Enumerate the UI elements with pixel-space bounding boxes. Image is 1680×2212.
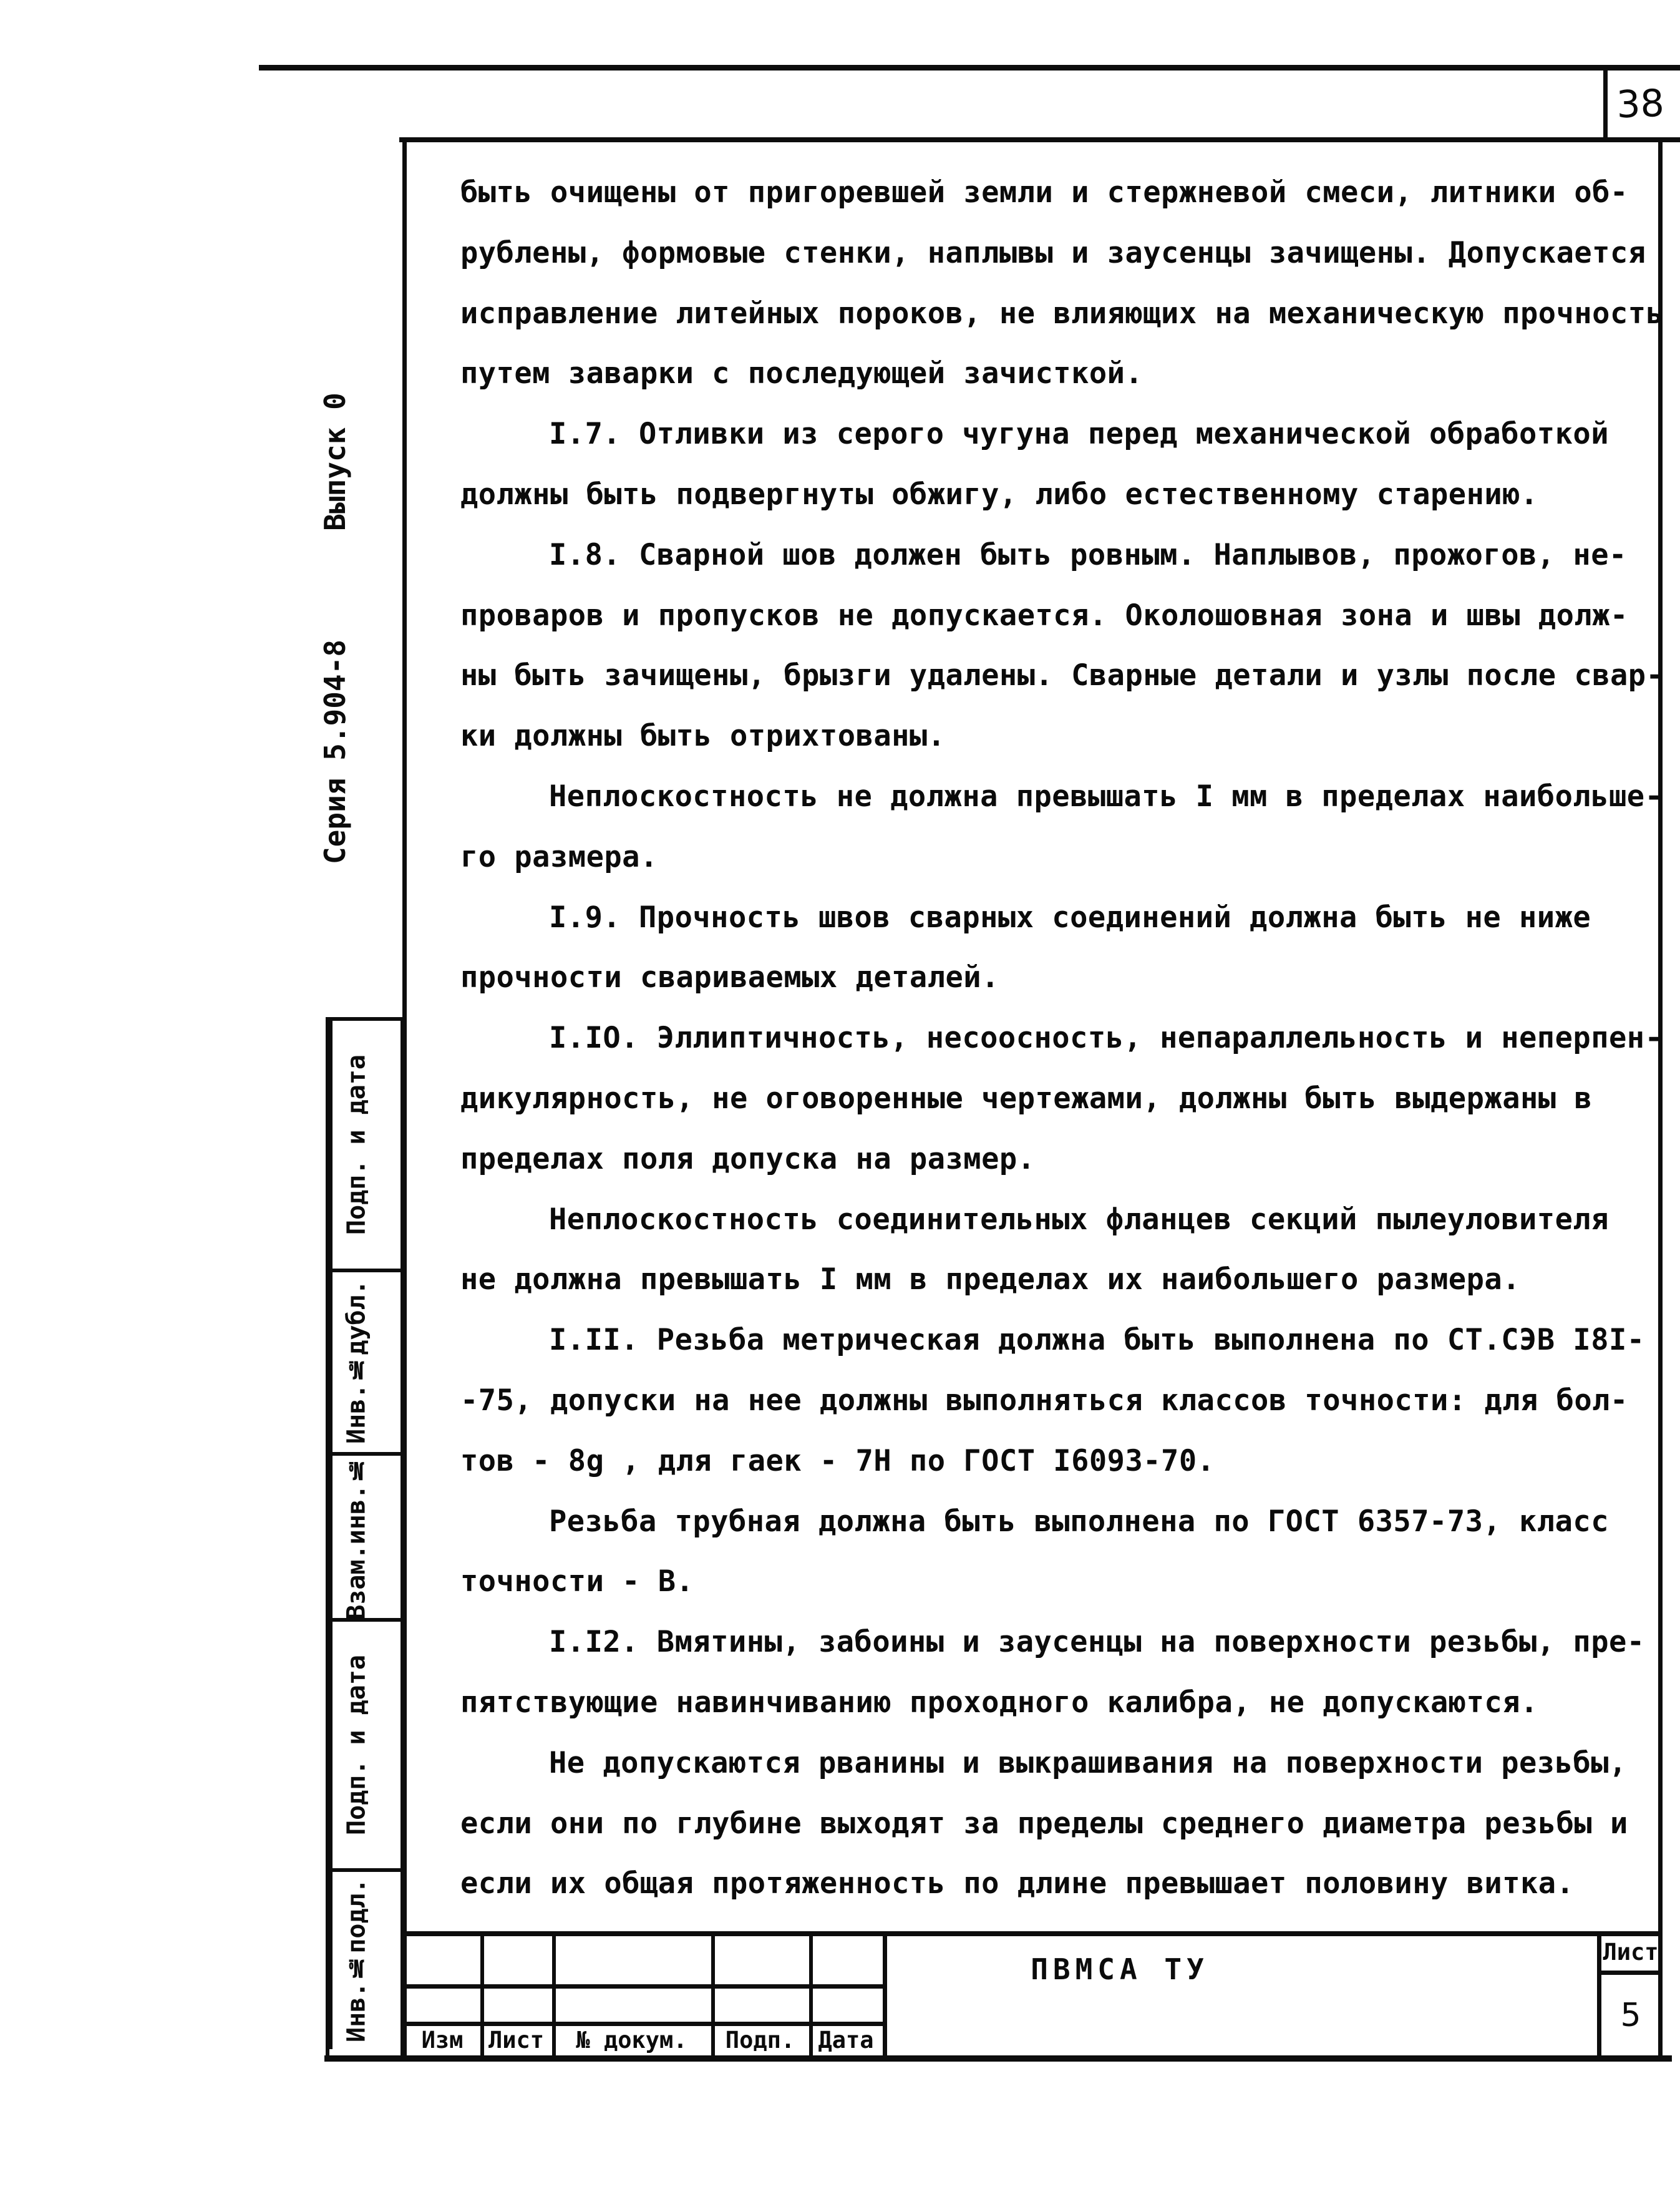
sheet-label: Лист <box>1603 1938 1659 1966</box>
text-line: -75, допуски на нее должны выполняться классов точности: для бол- <box>460 1383 1628 1418</box>
text-line: ны быть зачищены, брызги удалены. Сварные детали и узлы после свар- <box>460 658 1664 693</box>
text-line: I.9. Прочность швов сварных соединений должна быть не ниже <box>549 900 1591 935</box>
sheet-number: 5 <box>1620 1997 1641 2034</box>
sheet-box-rule <box>1597 1971 1663 1975</box>
frame-top-border <box>399 137 1680 142</box>
text-line: проваров и пропусков не допускается. Околошовная зона и швы долж- <box>460 598 1628 633</box>
stamp-blank-cell <box>381 1456 401 1620</box>
stamp-box <box>329 1269 401 1452</box>
text-line: Резьба трубная должна быть выполнена по ГОСТ 6357-73, класс <box>549 1504 1609 1539</box>
text-line: если они по глубине выходят за пределы среднего диаметра резьбы и <box>460 1806 1628 1841</box>
text-line: I.I2. Вмятины, забоины и заусенцы на поверхности резьбы, пре- <box>549 1625 1645 1660</box>
text-line: го размера. <box>460 839 658 874</box>
revision-column-label: Изм <box>421 2026 464 2054</box>
text-line: должны быть подвергнуты обжигу, либо естественному старению. <box>460 477 1538 512</box>
text-line: Не допускаются рванины и выкрашивания на поверхности резьбы, <box>549 1745 1627 1780</box>
stamp-table <box>326 1017 404 2059</box>
text-line: если их общая протяженность по длине превышает половину витка. <box>460 1866 1575 1901</box>
titleblock-divider <box>883 1931 887 2059</box>
body-text <box>404 175 1664 1926</box>
text-line: пределах поля допуска на размер. <box>460 1141 1036 1176</box>
issue-caption: Выпуск 0 <box>318 392 352 531</box>
stamp-box <box>329 1618 401 1868</box>
revision-column-label: Дата <box>818 2026 874 2054</box>
revision-column-label: Подп. <box>725 2026 795 2054</box>
text-line: I.7. Отливки из серого чугуна перед механической обработкой <box>549 417 1609 452</box>
titleblock-top-line <box>404 1931 1663 1936</box>
stamp-blank-cell <box>381 1272 401 1452</box>
text-line: прочности свариваемых деталей. <box>460 960 999 995</box>
frame-bottom-border <box>324 2055 1672 2062</box>
revision-table-labels <box>404 2024 883 2056</box>
text-line: рублены, формовые стенки, наплывы и заусенцы зачищены. Допускается <box>460 235 1646 270</box>
text-line: I.IO. Эллиптичность, несоосность, непараллельность и неперпен- <box>549 1021 1663 1056</box>
stamp-box <box>329 1868 401 2049</box>
text-line: исправление литейных пороков, не влияющих на механическую прочность <box>460 296 1664 331</box>
text-line: ки должны быть отрихтованы. <box>460 719 946 754</box>
stamp-box <box>329 1452 401 1618</box>
frame-right-border <box>1658 137 1663 2062</box>
text-line: точности - В. <box>460 1564 694 1599</box>
text-line: I.II. Резьба метрическая должна быть выполнена по СТ.СЭВ I8I- <box>549 1323 1645 1358</box>
stamp-label: Взам.инв.№ <box>329 1456 381 1620</box>
text-line: быть очищены от пригоревшей земли и стержневой смеси, литники об- <box>460 175 1628 210</box>
page-number: 38 <box>1616 81 1665 127</box>
text-line: не должна превышать I мм в пределах их наибольшего размера. <box>460 1262 1520 1297</box>
text-line: пятствующие навинчиванию проходного калибра, не допускаются. <box>460 1685 1538 1720</box>
text-line: Неплоскостность соединительных фланцев секций пылеуловителя <box>549 1202 1609 1237</box>
text-line: тов - 8g , для гаек - 7Н по ГОСТ I6093-70. <box>460 1443 1215 1478</box>
document-code: ПВМСА ТУ <box>1031 1952 1209 1986</box>
top-rule <box>259 65 1680 71</box>
series-caption: Серия 5.904-8 <box>318 639 352 865</box>
text-line: путем заварки с последующей зачисткой. <box>460 356 1143 391</box>
stamp-blank-cell <box>381 1021 401 1269</box>
revision-column-label: № докум. <box>576 2026 687 2054</box>
revision-column-label: Лист <box>488 2026 545 2054</box>
stamp-label: Инв.№подл. <box>329 1872 381 2049</box>
stamp-label: Подп. и дата <box>329 1021 381 1269</box>
stamp-blank-cell <box>381 1872 401 2049</box>
stamp-box <box>329 1021 401 1269</box>
text-line: I.8. Сварной шов должен быть ровным. Наплывов, прожогов, не- <box>549 537 1627 572</box>
stamp-blank-cell <box>381 1622 401 1868</box>
text-line: Неплоскостность не должна превышать I мм в пределах наибольше- <box>549 779 1663 814</box>
text-line: дикулярность, не оговоренные чертежами, должны быть выдержаны в <box>460 1081 1593 1116</box>
stamp-label: Инв.№дубл. <box>329 1272 381 1452</box>
stamp-label: Подп. и дата <box>329 1622 381 1868</box>
